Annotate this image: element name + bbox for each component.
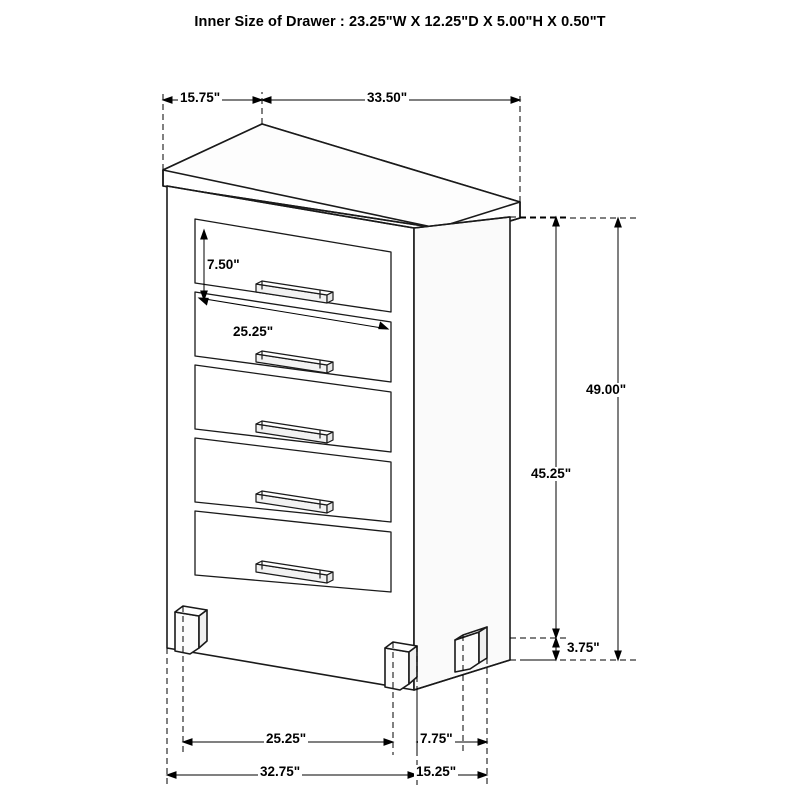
dim-label-depth-top: 15.75" (180, 90, 221, 105)
dim-label-drawer-front-height: 7.50" (207, 257, 240, 272)
dim-label-base-width: 25.25" (266, 731, 307, 746)
page-title: Inner Size of Drawer : 23.25"W X 12.25"D X 5.00"H X 0.50"T (194, 14, 606, 30)
dim-label-total-height: 49.00" (586, 382, 627, 397)
drawer-fronts (195, 219, 391, 592)
dim-label-base-depth: 7.75" (420, 731, 453, 746)
dim-label-leg-height: 3.75" (567, 640, 600, 655)
dim-label-body-height: 45.25" (531, 466, 572, 481)
dim-label-width-top: 33.50" (367, 90, 408, 105)
dim-label-drawer-front-width: 25.25" (233, 324, 274, 339)
dim-label-bottom-depth: 15.25" (416, 764, 457, 779)
dim-label-bottom-width: 32.75" (260, 764, 301, 779)
